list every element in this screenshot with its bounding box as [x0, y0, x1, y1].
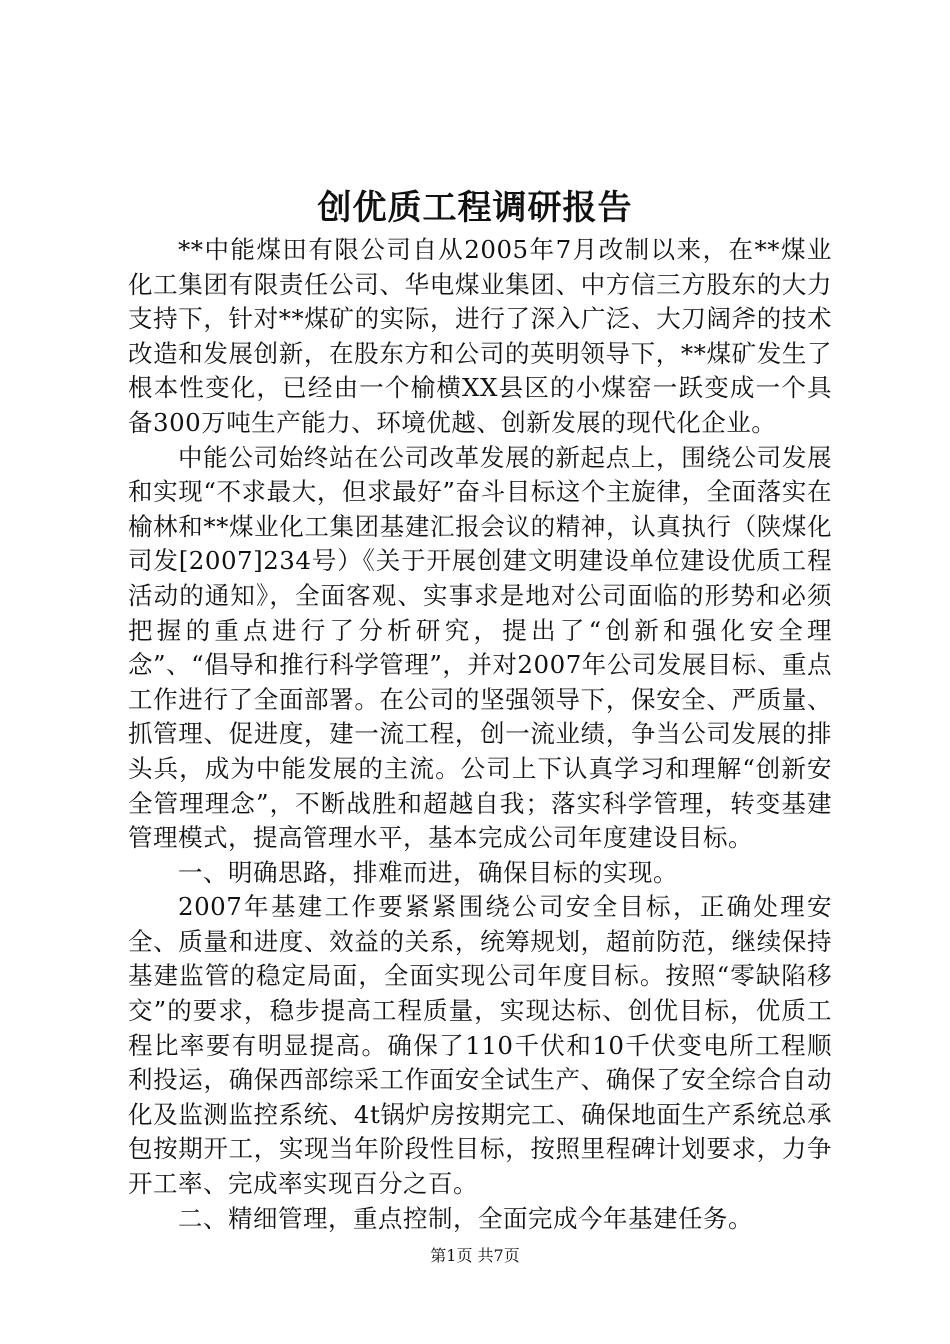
paragraph-intro: **中能煤田有限公司自从2005年7月改制以来，在**煤业化工集团有限责任公司、华电煤业集团、中方信三方股东的大力支持下，针对**煤矿的实际，进行了深入广泛、大刀阔斧的技术改造和发展创新，在股东方和公司的英明领导下，**煤矿发生了根本性变化，已经由一个榆横XX县区的小煤窑一跃变成一个具备300万吨生产能力、环境优越、创新发展的现代化企业。: [128, 235, 832, 437]
paragraph-section-1: 2007年基建工作要紧紧围绕公司安全目标，正确处理安全、质量和进度、效益的关系，统筹规划，超前防范，继续保持基建监管的稳定局面，全面实现公司年度目标。按照“零缺陷移交”的要求，稳步提高工程质量，实现达标、创优目标，优质工程比率要有明显提高。确保了110千伏和10千伏变电所工程顺利投运，确保西部综采工作面安全试生产、确保了安全综合自动化及监测监控系统、4t锅炉房按期完工、确保地面生产系统总承包按期开工，实现当年阶段性目标，按照里程碑计划要求，力争开工率、完成率实现百分之百。: [128, 892, 832, 1199]
page-number: 第1页 共7页: [430, 1246, 520, 1265]
paragraph-overview: 中能公司始终站在公司改革发展的新起点上，围绕公司发展和实现“不求最大，但求最好”奋斗目标这个主旋律，全面落实在榆林和**煤业化工集团基建汇报会议的精神，认真执行（陕煤化司发[2007]234号）《关于开展创建文明建设单位建设优质工程活动的通知》，全面客观、实事求是地对公司面临的形势和必须把握的重点进行了分析研究，提出了“创新和强化安全理念”、“倡导和推行科学管理”，并对2007年公司发展目标、重点工作进行了全面部署。在公司的坚强领导下，保安全、严质量、抓管理、促进度，建一流工程，创一流业绩，争当公司发展的排头兵，成为中能发展的主流。公司上下认真学习和理解“创新安全管理理念”，不断战胜和超越自我；落实科学管理，转变基建管理模式，提高管理水平，基本完成公司年度建设目标。: [128, 442, 832, 853]
document-body: [128, 233, 832, 1236]
section-heading-2: 二、精细管理，重点控制，全面完成今年基建任务。: [178, 1203, 753, 1233]
document-title: 创优质工程调研报告: [317, 188, 633, 228]
section-heading-1: 一、明确思路，排难而进，确保目标的实现。: [178, 857, 678, 887]
